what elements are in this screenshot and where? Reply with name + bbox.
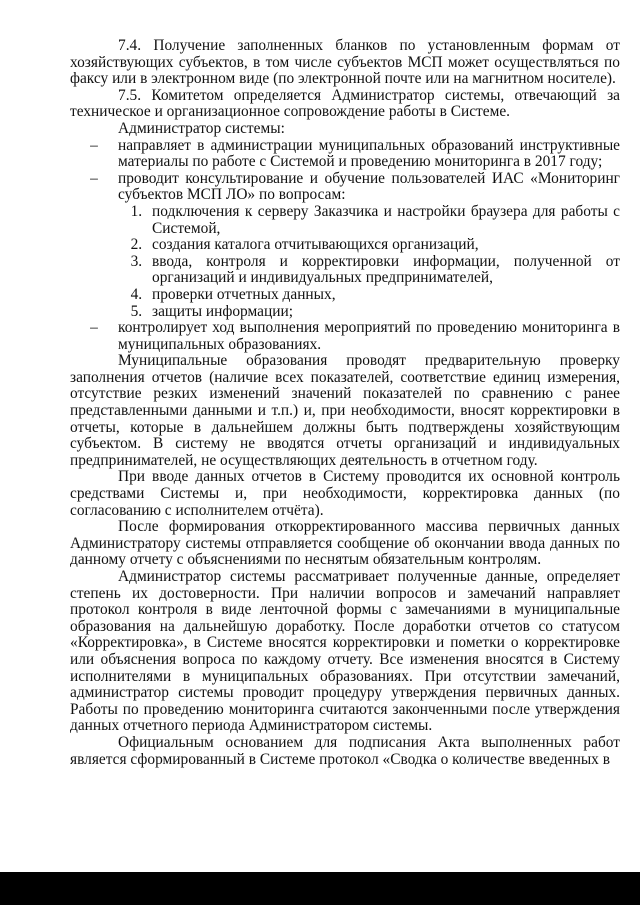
paragraph-admin-review: Администратор системы рассматривает полученные данные, определяет степень их достоверности. При наличии вопросов и замечаний направляет протокол контроля в виде ленточной формы с замечаниями в муниципальные образования на дальнейшую доработку. После доработки отчетов со статусом «Корректировка», в Системе вносятся корректировки и пометки о корректировке или объяснения вопроса по каждому отчету. Все изменения вносятся в Систему исполнителями в муниципальных образованиях. При отсутствии замечаний, администратор системы проводит процедуру утверждения первичных данных. Работы по проведению мониторинга считаются законченными после утверждения данных отчетного периода Администратором системы. <box>70 568 620 735</box>
paragraph-input-control: При вводе данных отчетов в Систему проводится их основной контроль средствами Системы и, при необходимости, корректировка данных (по согласованию с исполнителем отчёта). <box>70 468 620 519</box>
list-item: 4. проверки отчетных данных, <box>146 287 620 304</box>
dash-item-directs <box>70 138 620 171</box>
paragraph-7-5: 7.5. Комитетом определяется Администратор системы, отвечающий за техническое и организационное сопровождение работы в Системе. <box>70 86 620 121</box>
dash-marker: – <box>90 169 98 187</box>
dash-item-consults <box>70 171 620 204</box>
paragraph-official-basis: Официальным основанием для подписания Акта выполненных работ является сформированный в Системе протокол «Сводка о количестве введенных в <box>70 733 620 768</box>
dash-marker: – <box>90 136 98 154</box>
scan-bottom-border <box>0 872 640 905</box>
list-item: 5. защиты информации; <box>146 304 620 321</box>
paragraph-after-forming: После формирования откорректированного массива первичных данных Администратору системы отправляется сообщение об окончании ввода данных по данному отчету с объяснениями по неснятым обязательным контролям. <box>70 518 620 569</box>
dash-item-controls <box>70 320 620 353</box>
admin-heading: Администратор системы: <box>118 119 285 137</box>
dash-item-text: проводит консультирование и обучение пользователей ИАС «Мониторинг субъектов МСП ЛО» по вопросам: <box>118 169 620 204</box>
list-item: 1. подключения к серверу Заказчика и настройки браузера для работы с Системой, <box>146 204 620 237</box>
dash-marker: – <box>90 319 98 337</box>
dash-item-text: контролирует ход выполнения мероприятий по проведению мониторинга в муниципальных образованиях. <box>118 319 620 353</box>
paragraph-municipal: Муниципальные образования проводят предварительную проверку заполнения отчетов (наличие всех показателей, соответствие единиц измерения, отсутствие резких изменений значений показателей по сравнению с ранее представленными данными и т.п.) и, при необходимости, вносят корректировки в отчеты, которые в дальнейшем должны быть подтверждены хозяйствующим субъектом. В систему не вводятся отчеты организаций и индивидуальных предпринимателей, не осуществляющих деятельность в отчетном году. <box>70 352 620 469</box>
list-item: 2. создания каталога отчитывающихся организаций, <box>146 237 620 254</box>
document-page <box>70 38 620 768</box>
list-item: 3. ввода, контроля и корректировки информации, полученной от организаций и индивидуальных предпринимателей, <box>146 254 620 287</box>
numbered-list <box>70 204 620 320</box>
dash-item-text: направляет в администрации муниципальных образований инструктивные материалы по работе с Системой и проведению мониторинга в 2017 году; <box>118 136 620 171</box>
paragraph-7-4: 7.4. Получение заполненных бланков по установленным формам от хозяйствующих субъектов, в том числе субъектов МСП может осуществляться по факсу или в электронном виде (по электронной почте или на магнитном носителе). <box>70 37 620 88</box>
